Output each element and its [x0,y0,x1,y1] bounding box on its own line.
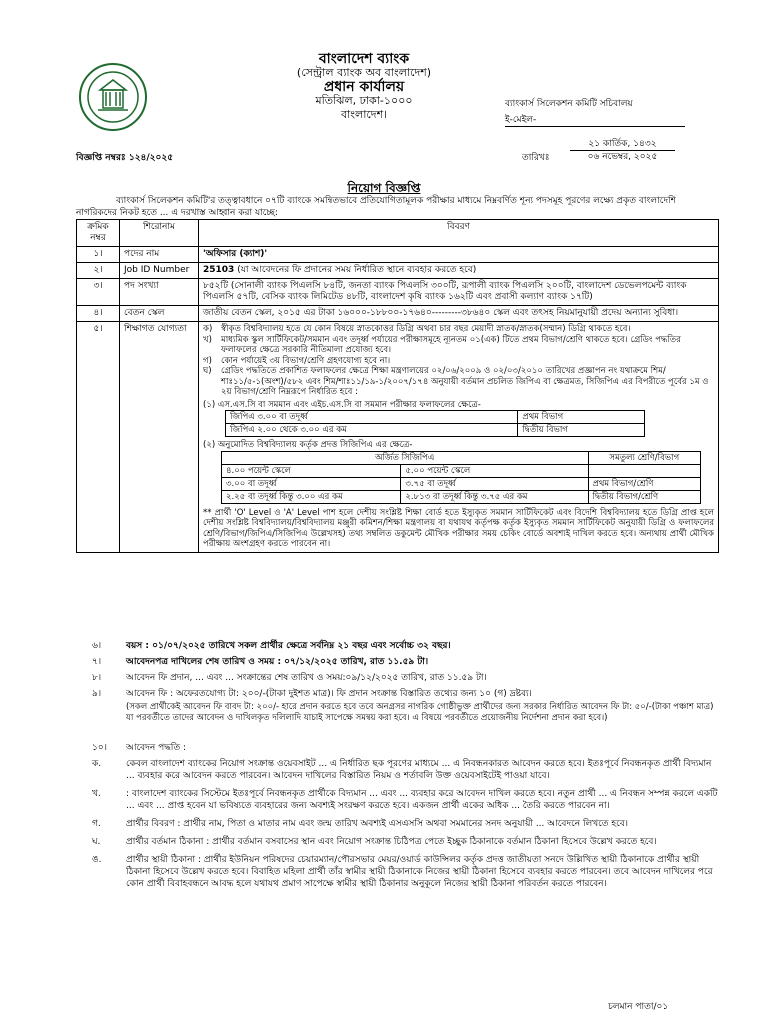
secretariat-block [505,98,685,127]
edu-key: খ) [203,334,212,345]
table-row [77,263,719,279]
row-title: পদ সংখ্যা [120,279,199,306]
edu-text: মাধ্যমিক স্কুল সার্টিফিকেট/সমমান এবং তদূর্ধ্ব পর্যায়ের পরীক্ষাসমূহে ন্যূনতম ০১(এক) টিতে প্রথম বিভাগ/শ্রেণি থাকতে হবে। গ্রেডিং পদ্ধতির ফলাফলের ক্ষেত্রে সরকারি নীতিমালা প্রযোজ্য হবে। [221,334,681,355]
sub-item [92,854,719,890]
table-row [77,247,719,263]
intro-text: ব্যাংকার্স সিলেকশন কমিটি'র তত্ত্বাবধানে ০৭টি ব্যাংকে সমন্বিতভাবে প্রতিযোগিতামূলক পরীক্ষার মাধ্যমে নিম্নবর্ণিত শূন্য পদসমূহ পূরণের লক্ষ্যে প্রকৃত বাংলাদেশি নাগরিকদের নিকট হতে ... এ দরখাস্ত আহ্বান করা যাচ্ছে: [76,196,676,218]
sub-item [92,788,719,812]
item-number: ৮। [92,673,102,683]
edu-text: কোন পর্যায়েই ৩য় বিভাগ/শ্রেণি গ্রহণযোগ্য হবে না। [221,355,391,366]
table-row [222,477,701,490]
sub-text: প্রার্থীর বর্তমান ঠিকানা : প্রার্থীর বর্তমান বসবাসের স্থান এবং নিয়োগ সংক্রান্ত চিঠিপত্র পেতে ইচ্ছুক ঠিকানাকে বর্তমান ঠিকানা হিসেবে উল্লেখ করতে হবে। [126,837,657,847]
bank-logo [78,62,148,132]
edu-key: ঘ) [203,366,212,376]
item-text: আবেদন ফি প্রদান, ... এবং ... সংক্রান্তের শেষ তারিখ ও সময়:০৯/১২/২০২৫ তারিখ, রাত ১১.৫৯ টা। [126,673,487,683]
letterhead [214,52,514,122]
list-item [92,640,719,652]
edu-item [203,335,714,356]
items-list [92,640,719,724]
cgpa-table [221,451,701,504]
cgpa-cell: ২.৮১৩ বা তদূর্ধ্ব কিন্তু ৩.৭৫ এর কম [401,490,588,503]
bank-name: বাংলাদেশ ব্যাংক [318,51,410,67]
bank-subtitle: (সেন্ট্রাল ব্যাংক অব বাংলাদেশ) [296,66,432,79]
sub-text: প্রার্থীর বিবরণ : প্রার্থীর নাম, পিতা ও মাতার নাম এবং জন্ম তারিখ অবশ্যই এসএসসি অথবা সমমানের সনদ অনুযায়ী ... আবেদনে লিখতে হবে। [126,819,628,829]
item-number: ৯। [92,689,102,699]
date-block [570,138,675,163]
edu-key: ক) [203,324,213,334]
edu-item [203,356,714,367]
section-heading [92,742,719,754]
table-row [226,424,645,437]
table-row [222,490,701,503]
edu-text: গ্রেডিং পদ্ধতিতে প্রকাশিত ফলাফলের ক্ষেত্রে শিক্ষা মন্ত্রণালয়ের ০২/০৬/২০০৯ ও ০২/০৩/২০১০ তারিখের প্রজ্ঞাপন নং যথাক্রমে শিম/শাঃ১১/৫-১(অংশ)/৫৮২ এবং শিম/শাঃ১১/১৯-১/২০০৭/১৭৪ অনুযায়ী বর্তমান প্রচলিত জিপিএ বা ক্ষেত্রমত, সিজিপিএ এর বিপরীতে পূর্বের ১ম ও ২য় বিভাগ/শ্রেণি নিম্নরূপে নির্ধারিত হবে : [221,366,709,397]
notice-number: বিজ্ঞপ্তি নম্বরঃ ১২৪/২০২৫ [76,153,174,163]
item-number: ৭। [92,657,102,667]
cgpa-header: অর্জিত সিজিপিএ [222,451,589,464]
row-serial: ২। [77,263,120,279]
cgpa-cell: ৫.০০ পয়েন্ট স্কেলে [401,464,588,477]
header-serial: ক্রমিক নম্বর [77,220,120,247]
sub-item [92,758,719,782]
item-text: আবেদনপত্র দাখিলের শেষ তারিখ ও সময় : ০৭/১২/২০২৫ তারিখ, রাত ১১.৫৯ টা। [126,657,429,667]
email-line: ই-মেইল- [505,110,685,127]
o-level-note: ** প্রার্থী 'O' Level ও 'A' Level পাশ হলে দেশীয় সংশ্লিষ্ট শিক্ষা বোর্ড হতে ইস্যুকৃত সমমান সার্টিফিকেট এবং বিদেশি বিশ্ববিদ্যালয় হতে ডিগ্রি প্রাপ্ত হলে দেশীয় সংশ্লিষ্ট বিশ্ববিদ্যালয়/বিশ্ববিদ্যালয় মঞ্জুরী কমিশন/শিক্ষা মন্ত্রণালয় বা যথাযথ কর্তৃপক্ষ কর্তৃক ইস্যুকৃত সমমান সার্টিফিকেট অনুযায়ী ডিগ্রি ও ফলাফলের শ্রেণি/বিভাগ/জিপিএ/সিজিপিএ উল্লেখসহ) তথ্য সম্বলিত ডকুমেন্ট মৌখিক পরীক্ষার সময় চেকিং বোর্ডে অবশ্যই দাখিল করতে হবে। অন্যথায় প্রার্থী মৌখিক পরীক্ষায় অংশগ্রহণ করতে পারবেন না। [203,507,714,549]
list-item [92,672,719,684]
date-label: তারিখঃ [522,153,550,163]
list-item [92,688,719,700]
edu-item [203,324,714,335]
date-gregorian: ০৬ নভেম্বর, ২০২৫ [587,152,658,162]
application-method [92,742,719,890]
ssc-title: (১) এস.এস.সি বা সমমান এবং এইচ.এস.সি বা সমমান পরীক্ষার ফলাফলের ক্ষেত্রে- [203,399,481,410]
item-text: বয়স : ০১/০৭/২০২৫ তারিখে সকল প্রার্থীর ক্ষেত্রে সর্বনিম্ন ২১ বছর এবং সর্বোচ্চ ৩২ বছর। [126,641,451,651]
list-item [92,656,719,668]
row-serial: ৫। [77,322,120,553]
sub-text: প্রার্থীর স্থায়ী ঠিকানা : প্রার্থীর ইউনিয়ন পরিষদের চেয়ারম্যান/পৌরসভার মেয়র/ওয়ার্ড কাউন্সিলর কর্তৃক প্রদত্ত জাতীয়তা সনদে উল্লিখিত স্থায়ী ঠিকানাকে প্রার্থীর স্থায়ী ঠিকানা হিসেবে উল্লেখ করতে হবে। বিবাহিত মহিলা প্রার্থী তাঁর স্বামীর স্থায়ী ঠিকানাকে নিজের স্থায়ী ঠিকানা হিসেবে ব্যবহার করতে পারবেন। তবে আবেদন দাখিলের পরে কোন প্রার্থী বিবাহবন্ধনে আবদ্ধ হলে যথাযথ প্রমাণ সাপেক্ষে স্বামীর স্থায়ী ঠিকানার অনুকূলে নিজের স্থায়ী ঠিকানা পরিবর্তন করতে পারবেন। [126,855,713,889]
sub-text: কেবল বাংলাদেশ ব্যাংকের নিয়োগ সংক্রান্ত ওয়েবসাইট ... এ নির্ধারিত ছক পূরণের মাধ্যমে ... এ নিবন্ধনকারত আবেদন করতে হবে। ইতঃপূর্বে নিবন্ধনকৃত প্রার্থী বিদ্যমান ... ব্যবহার করে আবেদন করতে পারবেন। আবেদন দাখিলের বিস্তারিত নিয়ম ও শর্তাবলি উক্ত ওয়েবসাইটেই পাওয়া যাবে। [126,759,712,781]
cgpa-cell: ২.২৫ বা তদূর্ধ্ব কিন্তু ৩.০০ এর কম [222,490,401,503]
sub-item [92,818,719,830]
uni-title: (২) অনুমোদিত বিশ্ববিদ্যালয় কর্তৃক প্রদত্ত সিজিপিএ এর ক্ষেত্রে- [203,440,413,450]
row-title: শিক্ষাগত যোগ্যতা [120,322,199,553]
table-header [77,220,719,247]
row-title [120,263,199,279]
row-serial: ৪। [77,306,120,322]
country: বাংলাদেশ। [340,108,388,121]
cgpa-cell: ৩.৭৫ বা তদূর্ধ্ব [401,477,588,490]
table-row [77,306,719,322]
table-row [77,279,719,306]
table-row [77,322,719,553]
row-serial: ১। [77,247,120,263]
ssc-cell: প্রথম বিভাগ [518,411,645,424]
row-details: ৮৫২টি (সোনালী ব্যাংক পিএলসি ৮৪টি, জনতা ব্যাংক পিএলসি ৩০০টি, রূপালী ব্যাংক পিএলসি ২০০টি, বাংলাদেশ ডেভেলপমেন্ট ব্যাংক পিএলসি ৫৭টি, বেসিক ব্যাংক লিমিটেড ৪৮টি, বাংলাদেশ কৃষি ব্যাংক ১৬২টি এবং প্রবাসী কল্যাণ ব্যাংক ১৭টি) [199,279,719,306]
education-details [199,322,719,553]
table-row [222,464,701,477]
job-id-label: Job ID Number [124,265,190,275]
secretariat-name: ব্যাংকার্স সিলেকশন কমিটি সচিবালয় [505,99,633,109]
sub-text: : বাংলাদেশ ব্যাংকের সিস্টেমে ইতঃপূর্বে নিবন্ধনকৃত প্রার্থীকে বিদ্যমান ... এবং ... ব্যবহার করে আবেদন দাখিল করতে হবে। নতুন প্রার্থী ... এ নিবন্ধন সম্পন্ন করলে একটি ... এবং ... প্রাপ্ত হবেন যা ভবিষ্যতে ব্যবহারের জন্য অবশ্যই সংরক্ষণ করতে হবে। একজন প্রার্থী একের অধিক ... তৈরি করতে পারবেন না। [126,789,718,811]
office-address: মতিঝিল, ঢাকা-১০০০ [315,94,413,107]
cgpa-cell [588,464,700,477]
edu-item [203,366,714,398]
header-title: শিরোনাম [120,220,199,247]
sub-key: ঙ. [92,855,102,865]
cgpa-header: সমতুল্য শ্রেণি/বিভাগ [588,451,700,464]
cgpa-cell: ৩.০০ বা তদূর্ধ্ব [222,477,401,490]
ssc-cell: জিপিএ ২.০০ থেকে ৩.০০ এর কম [226,424,518,437]
job-id-value: 25103 [203,265,235,275]
sub-key: খ. [92,789,101,799]
header-details: বিবরণ [199,220,719,247]
cgpa-cell: ৪.০০ পয়েন্ট স্কেলে [222,464,401,477]
row-title: বেতন স্কেল [120,306,199,322]
row-details [199,263,719,279]
item-label: আবেদন পদ্ধতি : [126,743,187,753]
item-number: ৬। [92,641,102,651]
table-row [226,411,645,424]
sub-item [92,836,719,848]
sub-key: ক. [92,759,102,769]
details-table [76,219,719,553]
edu-text: স্বীকৃত বিশ্ববিদ্যালয় হতে যে কোন বিষয়ে স্নাতকোত্তর ডিগ্রি অথবা চার বছর মেয়াদী স্নাতক/স্নাতক(সম্মান) ডিগ্রি থাকতে হবে। [221,324,631,334]
cgpa-cell: দ্বিতীয় বিভাগ/শ্রেণি [588,490,700,503]
edu-key: গ) [203,355,212,366]
office-name: প্রধান কার্যালয় [323,79,405,95]
table-row [222,451,701,464]
notice-title: নিয়োগ বিজ্ঞপ্তি [347,181,421,195]
sub-key: ঘ. [92,837,101,847]
fee-note: (সকল প্রার্থীকেই আবেদন ফি বাবদ টা: ২০০/- হারে প্রদান করতে হবে তবে অনগ্রসর নাগরিক গোষ্ঠীভুক্ত প্রার্থীদের জন্য সরকার নির্ধারিত আবেদন ফি টা: ৫০/-(টাকা পঞ্চাশ মাত্র) যা পরবর্তীতে তাদের আবেদন ও দাখিলকৃত দলিলাদি যাচাই সাপেক্ষে সমন্বয় করা হবে। এ বিষয়ে পরবর্তীতে প্রয়োজনীয় নির্দেশনা প্রদান করা হবে।) [126,702,714,723]
sub-key: গ. [92,819,101,829]
cgpa-cell: প্রথম বিভাগ/শ্রেণি [588,477,700,490]
row-serial: ৩। [77,279,120,306]
row-details: জাতীয় বেতন স্কেল, ২০১৫ এর টাকা ১৬০০০-১৮৮০০-১৭৬৪০---------৩৮৬৪০ স্কেল এবং তৎসহ নিয়মানুযায়ী প্রদেয় অন্যান্য সুবিধা। [199,306,719,322]
continued-page: চলমান পাতা/০১ [608,1002,669,1012]
ssc-table [225,410,645,437]
ssc-cell: দ্বিতীয় বিভাগ [518,424,645,437]
item-number: ১০। [92,743,107,753]
date-bengali: ২১ কার্তিক, ১৪৩২ [570,138,675,151]
row-details: 'অফিসার (ক্যাশ)' [199,247,719,263]
row-title: পদের নাম [120,247,199,263]
ssc-cell: জিপিএ ৩.০০ বা তদূর্ধ্ব [226,411,518,424]
item-text: আবেদন ফি : অফেরতযোগ্য টা: ২০০/-(টাকা দুইশত মাত্র)। ফি প্রদান সংক্রান্ত বিস্তারিত তথ্যের জন্য ১০ (গ) দ্রষ্টব্য। [126,689,532,699]
job-id-note: (যা আবেদনের ফি প্রদানের সময় নির্ধারিত স্থানে ব্যবহার করতে হবে) [237,265,477,275]
